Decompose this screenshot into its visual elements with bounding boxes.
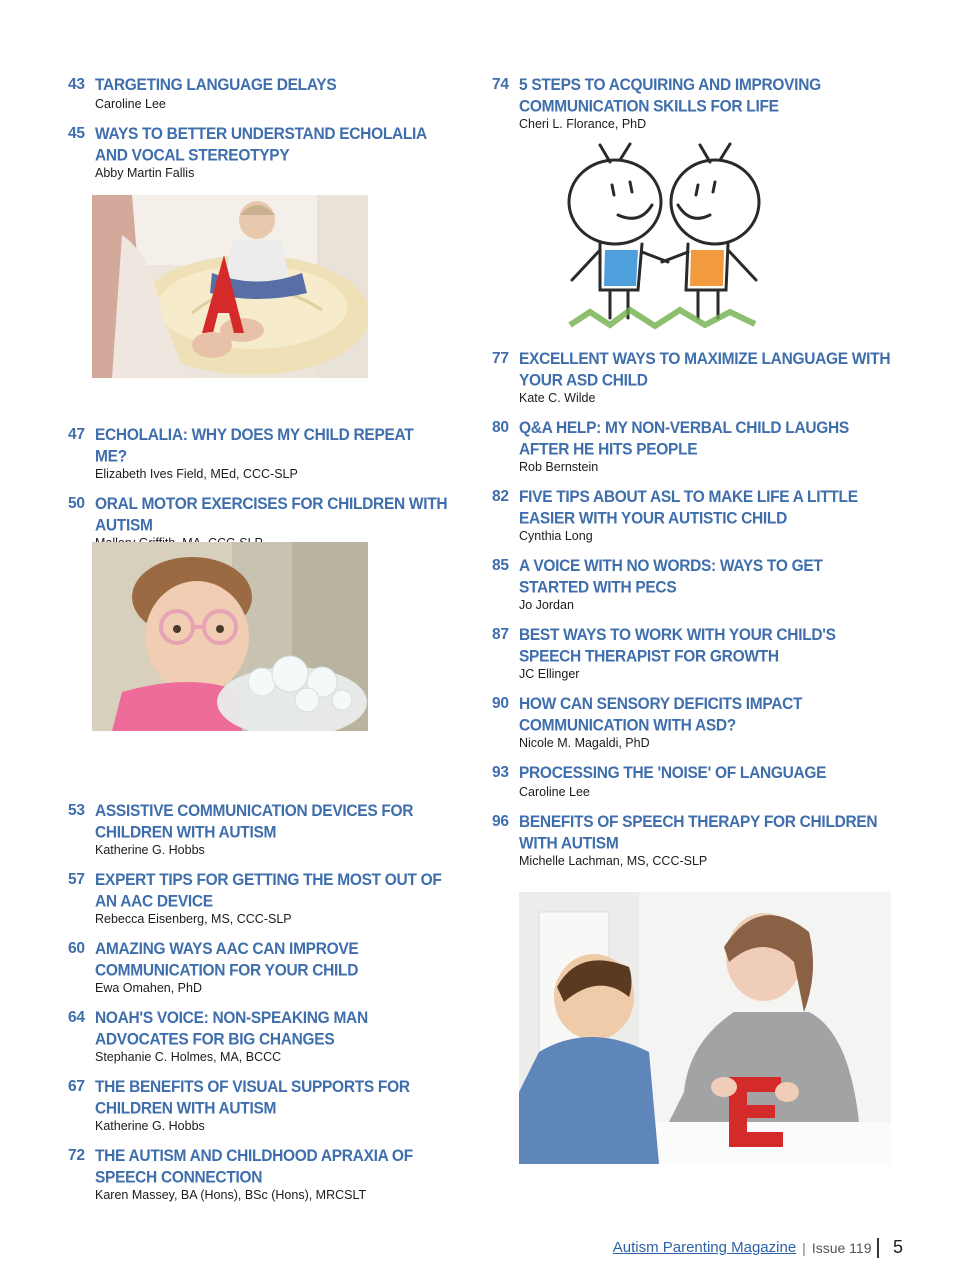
- entry-author: Caroline Lee: [519, 785, 590, 799]
- entry-title: Q&A HELP: MY NON-VERBAL CHILD LAUGHS AFTER HE HITS PEOPLE: [519, 419, 849, 460]
- entry-title: FIVE TIPS ABOUT ASL TO MAKE LIFE A LITTLE EASIER WITH YOUR AUTISTIC CHILD: [519, 488, 858, 529]
- photo-letter-a-therapy: [92, 195, 368, 378]
- entry-author: JC Ellinger: [519, 667, 580, 681]
- entry-title: A VOICE WITH NO WORDS: WAYS TO GET STARTED WITH PECS: [519, 557, 823, 598]
- entry-page-number: 77: [492, 350, 509, 367]
- entry-title: ASSISTIVE COMMUNICATION DEVICES FOR CHILDREN WITH AUTISM: [95, 802, 414, 843]
- entry-page-number: 47: [68, 426, 85, 443]
- entry-page-number: 57: [68, 871, 85, 888]
- toc-entry[interactable]: [68, 1008, 448, 1065]
- entry-page-number: 87: [492, 626, 509, 643]
- entry-title: AMAZING WAYS AAC CAN IMPROVE COMMUNICATION FOR YOUR CHILD: [95, 940, 359, 981]
- page-footer: [613, 1237, 903, 1258]
- entry-page-number: 53: [68, 802, 85, 819]
- toc-entry[interactable]: [492, 349, 892, 406]
- entry-page-number: 43: [68, 76, 85, 93]
- entry-page-number: 60: [68, 940, 85, 957]
- entry-author: Caroline Lee: [95, 97, 166, 111]
- entry-page-number: 45: [68, 125, 85, 142]
- toc-entry[interactable]: [492, 763, 892, 800]
- toc-entry[interactable]: [68, 1077, 448, 1134]
- entry-author: Jo Jordan: [519, 598, 574, 612]
- entry-author: Nicole M. Magaldi, PhD: [519, 736, 650, 750]
- magazine-name-link[interactable]: Autism Parenting Magazine: [612, 1239, 797, 1256]
- entry-title: TARGETING LANGUAGE DELAYS: [95, 76, 337, 95]
- entry-title: HOW CAN SENSORY DEFICITS IMPACT COMMUNICATION WITH ASD?: [519, 695, 803, 736]
- toc-entry[interactable]: [492, 75, 892, 132]
- entry-title: ECHOLALIA: WHY DOES MY CHILD REPEAT ME?: [95, 426, 414, 467]
- letter-a-text: A: [223, 330, 224, 331]
- entry-author: Abby Martin Fallis: [95, 166, 195, 180]
- entry-author: Cynthia Long: [519, 529, 593, 543]
- entry-author: Rob Bernstein: [519, 460, 599, 474]
- entry-page-number: 50: [68, 495, 85, 512]
- entry-author: Katherine G. Hobbs: [95, 843, 205, 857]
- toc-entry[interactable]: [68, 124, 448, 181]
- letter-e-text: E: [731, 1142, 732, 1143]
- entry-title: ORAL MOTOR EXERCISES FOR CHILDREN WITH AUTISM: [95, 495, 448, 536]
- entry-title: NOAH'S VOICE: NON-SPEAKING MAN ADVOCATES FOR BIG CHANGES: [95, 1009, 368, 1050]
- entry-author: Katherine G. Hobbs: [95, 1119, 205, 1133]
- page-number: 5: [892, 1237, 903, 1257]
- entry-title: WAYS TO BETTER UNDERSTAND ECHOLALIA AND VOCAL STEREOTYPY: [95, 125, 427, 166]
- photo-letter-e-therapy: [519, 892, 891, 1164]
- entry-page-number: 82: [492, 488, 509, 505]
- entry-page-number: 85: [492, 557, 509, 574]
- entry-page-number: 93: [492, 764, 509, 781]
- entry-author: Elizabeth Ives Field, MEd, CCC-SLP: [95, 467, 298, 481]
- entry-author: Ewa Omahen, PhD: [95, 981, 202, 995]
- entry-title: BENEFITS OF SPEECH THERAPY FOR CHILDREN WITH AUTISM: [519, 813, 878, 854]
- toc-entry[interactable]: [492, 694, 892, 751]
- entry-page-number: 74: [492, 76, 509, 93]
- entry-page-number: 67: [68, 1078, 85, 1095]
- entry-author: Stephanie C. Holmes, MA, BCCC: [95, 1050, 282, 1064]
- toc-entry[interactable]: [492, 418, 892, 475]
- entry-author: Rebecca Eisenberg, MS, CCC-SLP: [95, 912, 292, 926]
- toc-entry[interactable]: [492, 487, 892, 544]
- entry-author: Kate C. Wilde: [519, 391, 596, 405]
- entry-author: Cheri L. Florance, PhD: [519, 117, 647, 131]
- toc-entry[interactable]: [492, 625, 892, 682]
- toc-entry[interactable]: [68, 939, 448, 996]
- entry-author: Karen Massey, BA (Hons), BSc (Hons), MRCSLT: [95, 1188, 367, 1202]
- issue-number: Issue 119: [811, 1239, 872, 1256]
- toc-entry[interactable]: [68, 870, 448, 927]
- photo-bubbles-girl: [92, 542, 368, 731]
- entry-title: THE AUTISM AND CHILDHOOD APRAXIA OF SPEECH CONNECTION: [95, 1147, 413, 1188]
- entry-title: 5 STEPS TO ACQUIRING AND IMPROVING COMMUNICATION SKILLS FOR LIFE: [519, 76, 821, 117]
- entry-page-number: 90: [492, 695, 509, 712]
- toc-entry[interactable]: [68, 75, 448, 112]
- toc-entry[interactable]: [492, 812, 892, 869]
- entry-page-number: 64: [68, 1009, 85, 1026]
- entry-page-number: 96: [492, 813, 509, 830]
- entry-title: BEST WAYS TO WORK WITH YOUR CHILD'S SPEECH THERAPIST FOR GROWTH: [519, 626, 836, 667]
- illustration-stick-figures: [560, 140, 770, 335]
- footer-separator: |: [802, 1239, 806, 1256]
- toc-entry[interactable]: [68, 1146, 448, 1203]
- footer-divider: [877, 1238, 879, 1258]
- toc-entry[interactable]: [68, 425, 448, 482]
- entry-page-number: 80: [492, 419, 509, 436]
- entry-title: THE BENEFITS OF VISUAL SUPPORTS FOR CHILDREN WITH AUTISM: [95, 1078, 410, 1119]
- entry-author: Michelle Lachman, MS, CCC-SLP: [519, 854, 708, 868]
- toc-entry[interactable]: [492, 556, 892, 613]
- toc-entry[interactable]: [68, 801, 448, 858]
- entry-title: PROCESSING THE 'NOISE' OF LANGUAGE: [519, 764, 827, 783]
- entry-title: EXPERT TIPS FOR GETTING THE MOST OUT OF AN AAC DEVICE: [95, 871, 442, 912]
- entry-title: EXCELLENT WAYS TO MAXIMIZE LANGUAGE WITH YOUR ASD CHILD: [519, 350, 891, 391]
- entry-page-number: 72: [68, 1147, 85, 1164]
